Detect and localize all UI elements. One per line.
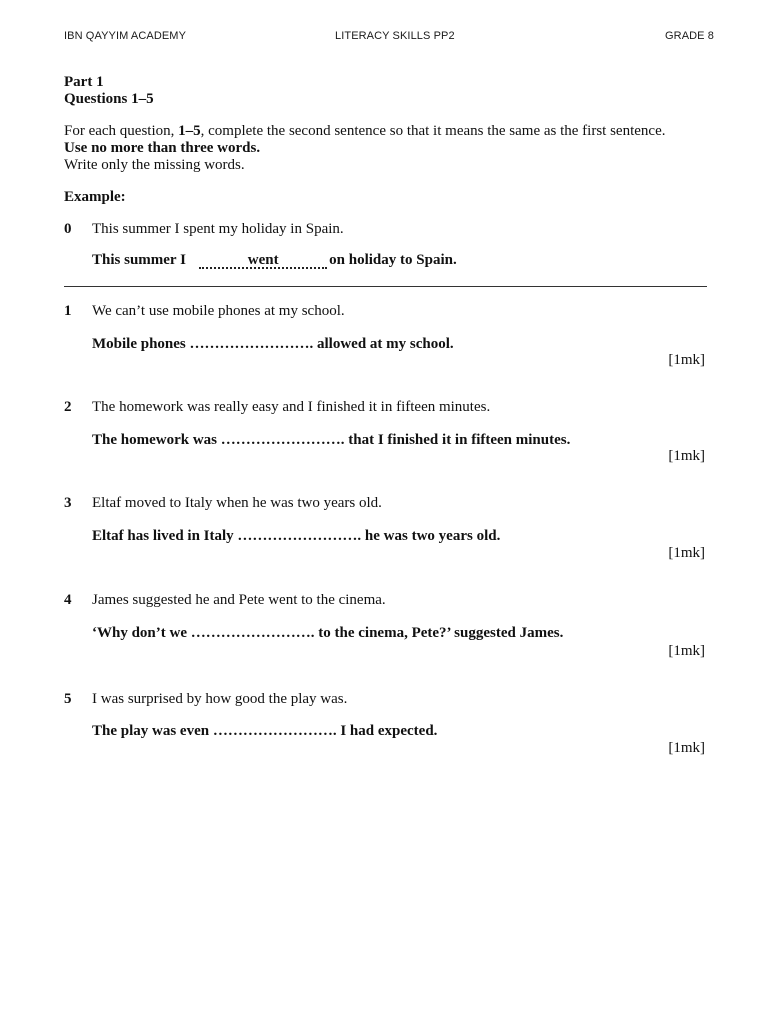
question-sentence: The homework was really easy and I finished it in fifteen minutes. — [92, 399, 491, 415]
instruction-line-1-pre: For each question, — [64, 123, 179, 139]
question-number: 1 — [64, 303, 72, 319]
question-rewrite: Mobile phones ……………………. allowed at my school. — [92, 336, 454, 352]
question-rewrite: The homework was ……………………. that I finished it in fifteen minutes. — [92, 432, 571, 448]
question-number: 3 — [64, 495, 72, 511]
example-label: Example: — [64, 189, 126, 205]
example-answer-blank — [199, 253, 327, 269]
question-number: 4 — [64, 592, 72, 608]
questions-range: Questions 1–5 — [64, 91, 154, 107]
question-mark: [1mk] — [668, 740, 705, 756]
question-mark: [1mk] — [668, 643, 705, 659]
instruction-word-limit: Use no more than three words. — [64, 140, 261, 156]
header-school: IBN QAYYIM ACADEMY — [64, 30, 187, 42]
question-sentence: We can’t use mobile phones at my school. — [92, 303, 345, 319]
header-grade: GRADE 8 — [665, 30, 714, 42]
example-answer-pre: This summer I — [92, 252, 186, 268]
instruction-line-1-post: , complete the second sentence so that it means the same as the first sentence. — [200, 123, 666, 139]
question-sentence: I was surprised by how good the play was. — [92, 691, 348, 707]
question-number: 2 — [64, 399, 72, 415]
question-mark: [1mk] — [668, 352, 705, 368]
instruction-range: 1–5 — [178, 123, 201, 139]
divider-rule — [64, 286, 707, 287]
example-answer — [92, 252, 457, 269]
question-rewrite: Eltaf has lived in Italy ……………………. he was two years old. — [92, 528, 501, 544]
question-sentence: Eltaf moved to Italy when he was two years old. — [92, 495, 382, 511]
question-rewrite: The play was even ……………………. I had expected. — [92, 723, 438, 739]
instruction-missing-words: Write only the missing words. — [64, 157, 245, 173]
example-answer-word: went — [247, 252, 279, 268]
part-title: Part 1 — [64, 74, 104, 90]
question-mark: [1mk] — [668, 448, 705, 464]
question-number: 5 — [64, 691, 72, 707]
example-number: 0 — [64, 221, 72, 237]
instruction-line-1 — [64, 123, 665, 140]
example-answer-post: on holiday to Spain. — [329, 252, 457, 268]
header-paper-title: LITERACY SKILLS PP2 — [335, 30, 455, 42]
question-sentence: James suggested he and Pete went to the cinema. — [92, 592, 386, 608]
example-sentence: This summer I spent my holiday in Spain. — [92, 221, 344, 237]
question-rewrite: ‘Why don’t we ……………………. to the cinema, Pete?’ suggested James. — [92, 625, 564, 641]
question-mark: [1mk] — [668, 545, 705, 561]
